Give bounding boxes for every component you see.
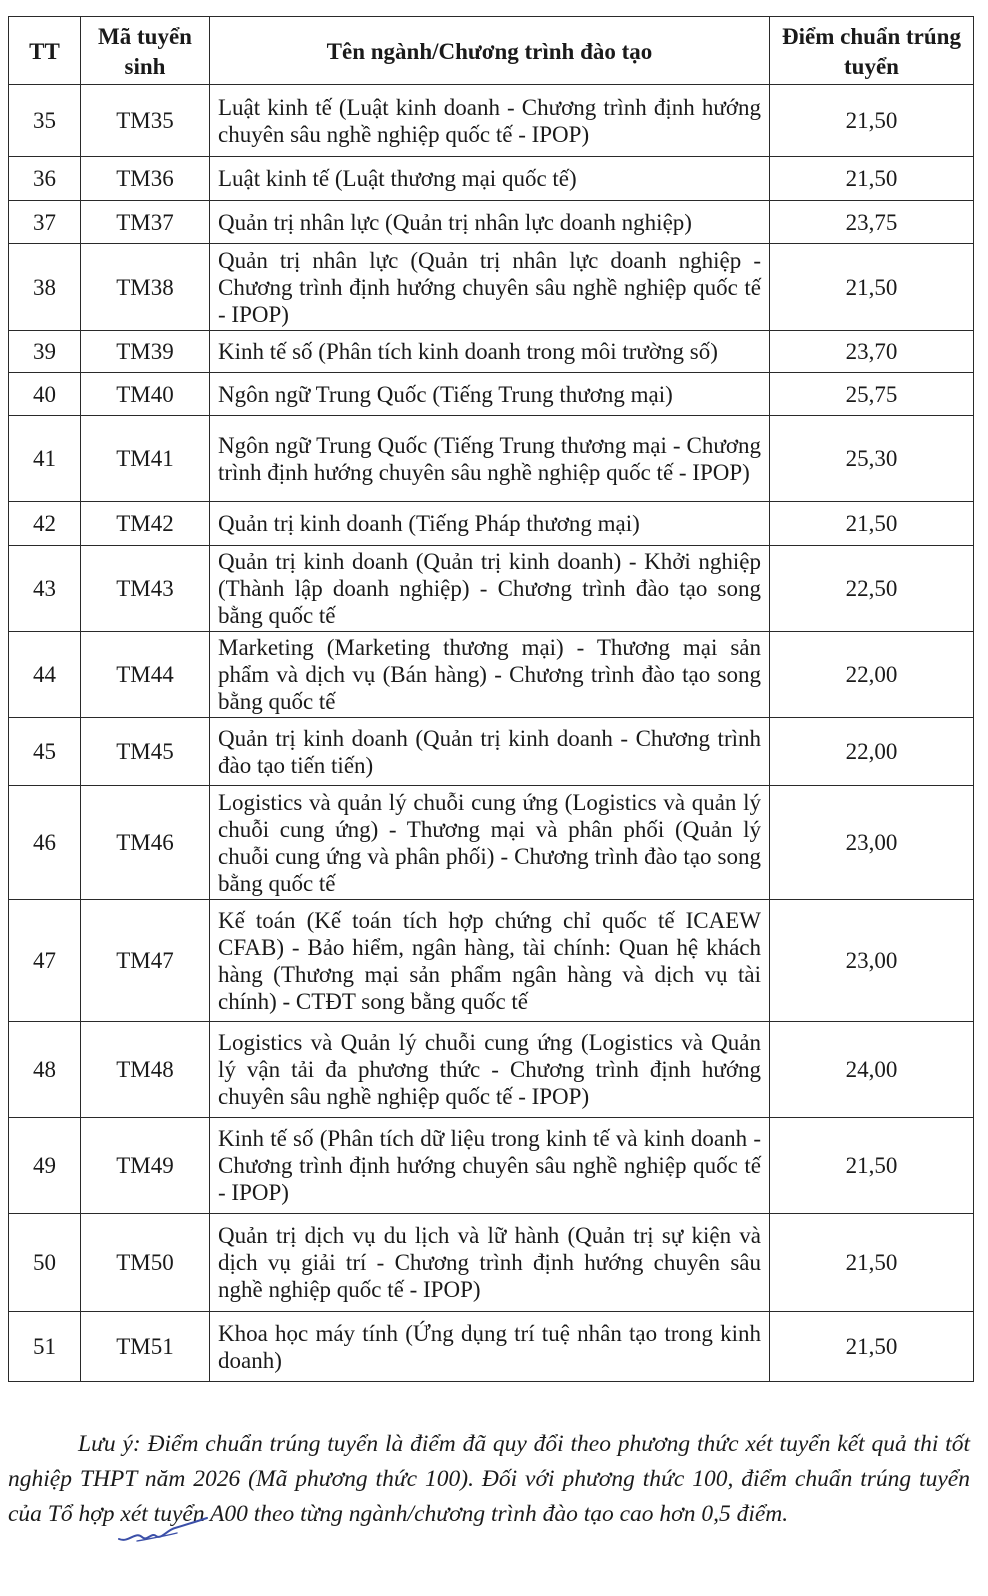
row-name: Kinh tế số (Phân tích dữ liệu trong kinh tế và kinh doanh - Chương trình định hướng chuyên sâu nghề nghiệp quốc tế - IPOP) (210, 1118, 770, 1214)
row-score: 22,00 (770, 632, 974, 718)
table-row (9, 373, 974, 416)
footnote-label: Lưu ý: (78, 1430, 141, 1457)
row-name: Logistics và quản lý chuỗi cung ứng (Logistics và quản lý chuỗi cung ứng) - Thương mại và phân phối (Quản lý chuỗi cung ứng và phân phối) - Chương trình đào tạo song bằng quốc tế (210, 786, 770, 900)
table-row (9, 85, 974, 157)
table-row (9, 546, 974, 632)
footnote-text: Điểm chuẩn trúng tuyển là điểm đã quy đổi theo phương thức xét tuyển kết quả thi tốt nghiệp THPT năm 2026 (Mã phương thức 100). Đối với phương thức 100, điểm chuẩn trúng tuyển của Tổ hợp xét tuyển A00 theo từng ngành/chương trình đào tạo cao hơn 0,5 điểm. (8, 1430, 970, 1527)
row-score: 23,70 (770, 331, 974, 373)
document-page (8, 16, 973, 1382)
row-name: Ngôn ngữ Trung Quốc (Tiếng Trung thương mại - Chương trình định hướng chuyên sâu nghề nghiệp quốc tế - IPOP) (210, 416, 770, 502)
header-code: Mã tuyển sinh (81, 17, 210, 85)
table-row (9, 900, 974, 1022)
row-name: Kinh tế số (Phân tích kinh doanh trong môi trường số) (210, 331, 770, 373)
row-code: TM44 (81, 632, 210, 718)
signature-mark (115, 1513, 210, 1553)
row-score: 22,50 (770, 546, 974, 632)
row-score: 24,00 (770, 1022, 974, 1118)
row-name: Quản trị kinh doanh (Quản trị kinh doanh) - Khởi nghiệp (Thành lập doanh nghiệp) - Chương trình đào tạo song bằng quốc tế (210, 546, 770, 632)
row-tt: 36 (9, 157, 81, 201)
row-tt: 49 (9, 1118, 81, 1214)
table-row (9, 718, 974, 786)
row-code: TM35 (81, 85, 210, 157)
table-row (9, 1312, 974, 1382)
header-score: Điểm chuẩn trúng tuyển (770, 17, 974, 85)
header-name: Tên ngành/Chương trình đào tạo (210, 17, 770, 85)
row-score: 21,50 (770, 1118, 974, 1214)
row-name: Quản trị nhân lực (Quản trị nhân lực doanh nghiệp) (210, 201, 770, 244)
header-tt: TT (9, 17, 81, 85)
row-name: Quản trị kinh doanh (Tiếng Pháp thương mại) (210, 502, 770, 546)
row-tt: 45 (9, 718, 81, 786)
table-header-row (9, 17, 974, 85)
row-code: TM42 (81, 502, 210, 546)
row-tt: 41 (9, 416, 81, 502)
table-row (9, 157, 974, 201)
row-tt: 43 (9, 546, 81, 632)
table-row (9, 244, 974, 331)
row-score: 21,50 (770, 502, 974, 546)
table-row (9, 331, 974, 373)
table-row (9, 1214, 974, 1312)
table-row (9, 416, 974, 502)
table-row (9, 786, 974, 900)
row-tt: 38 (9, 244, 81, 331)
row-code: TM51 (81, 1312, 210, 1382)
row-score: 25,30 (770, 416, 974, 502)
row-name: Logistics và Quản lý chuỗi cung ứng (Logistics và Quản lý vận tải đa phương thức - Chương trình định hướng chuyên sâu nghề nghiệp quốc tế - IPOP) (210, 1022, 770, 1118)
row-tt: 40 (9, 373, 81, 416)
row-code: TM49 (81, 1118, 210, 1214)
row-score: 23,75 (770, 201, 974, 244)
row-code: TM40 (81, 373, 210, 416)
table-row (9, 201, 974, 244)
row-name: Ngôn ngữ Trung Quốc (Tiếng Trung thương mại) (210, 373, 770, 416)
row-tt: 47 (9, 900, 81, 1022)
row-score: 21,50 (770, 244, 974, 331)
row-name: Quản trị kinh doanh (Quản trị kinh doanh - Chương trình đào tạo tiến tiến) (210, 718, 770, 786)
row-score: 23,00 (770, 900, 974, 1022)
row-score: 21,50 (770, 1312, 974, 1382)
row-tt: 51 (9, 1312, 81, 1382)
table-row (9, 632, 974, 718)
row-tt: 46 (9, 786, 81, 900)
row-code: TM36 (81, 157, 210, 201)
row-code: TM43 (81, 546, 210, 632)
row-tt: 39 (9, 331, 81, 373)
admission-score-table (8, 16, 974, 1382)
row-score: 21,50 (770, 157, 974, 201)
row-name: Quản trị nhân lực (Quản trị nhân lực doanh nghiệp - Chương trình định hướng chuyên sâu nghề nghiệp quốc tế - IPOP) (210, 244, 770, 331)
row-score: 22,00 (770, 718, 974, 786)
row-score: 21,50 (770, 85, 974, 157)
row-name: Luật kinh tế (Luật kinh doanh - Chương trình định hướng chuyên sâu nghề nghiệp quốc tế - IPOP) (210, 85, 770, 157)
row-tt: 42 (9, 502, 81, 546)
table-row (9, 502, 974, 546)
row-code: TM47 (81, 900, 210, 1022)
row-code: TM39 (81, 331, 210, 373)
row-code: TM48 (81, 1022, 210, 1118)
row-tt: 48 (9, 1022, 81, 1118)
row-code: TM50 (81, 1214, 210, 1312)
row-code: TM45 (81, 718, 210, 786)
row-tt: 44 (9, 632, 81, 718)
row-name: Quản trị dịch vụ du lịch và lữ hành (Quản trị sự kiện và dịch vụ giải trí - Chương trình định hướng chuyên sâu nghề nghiệp quốc tế - IPOP) (210, 1214, 770, 1312)
row-code: TM37 (81, 201, 210, 244)
row-code: TM38 (81, 244, 210, 331)
row-code: TM41 (81, 416, 210, 502)
row-code: TM46 (81, 786, 210, 900)
row-score: 25,75 (770, 373, 974, 416)
row-tt: 50 (9, 1214, 81, 1312)
row-name: Khoa học máy tính (Ứng dụng trí tuệ nhân tạo trong kinh doanh) (210, 1312, 770, 1382)
table-row (9, 1022, 974, 1118)
row-tt: 37 (9, 201, 81, 244)
row-tt: 35 (9, 85, 81, 157)
row-name: Kế toán (Kế toán tích hợp chứng chỉ quốc tế ICAEW CFAB) - Bảo hiểm, ngân hàng, tài chính: Quan hệ khách hàng (Thương mại sản phẩm ngân hàng và dịch vụ tài chính) - CTĐT song bằng quốc tế (210, 900, 770, 1022)
row-name: Luật kinh tế (Luật thương mại quốc tế) (210, 157, 770, 201)
row-score: 23,00 (770, 786, 974, 900)
table-row (9, 1118, 974, 1214)
row-score: 21,50 (770, 1214, 974, 1312)
row-name: Marketing (Marketing thương mại) - Thương mại sản phẩm và dịch vụ (Bán hàng) - Chương trình đào tạo song bằng quốc tế (210, 632, 770, 718)
